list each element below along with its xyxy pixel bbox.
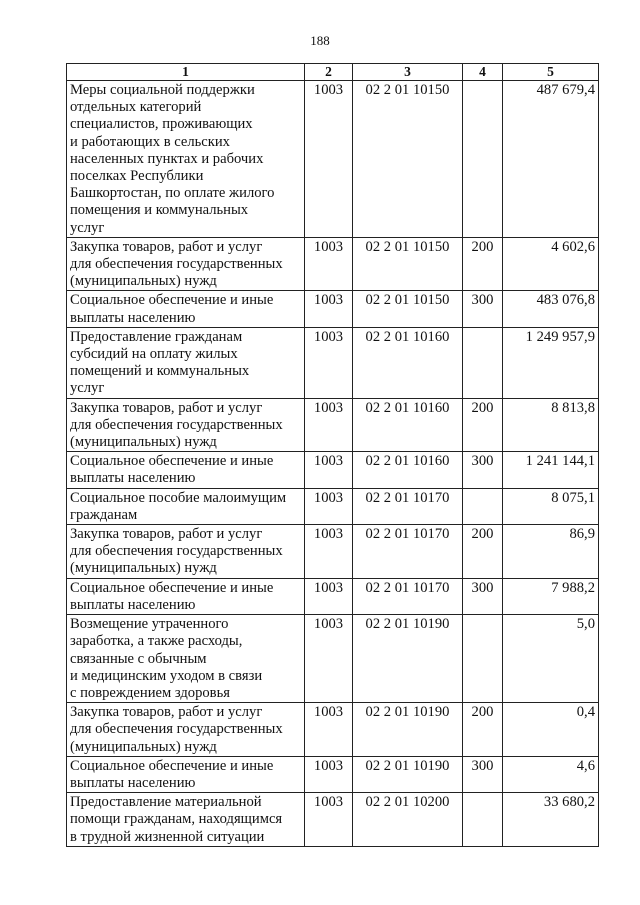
row-section-cell: 1003 bbox=[305, 398, 353, 452]
row-name-line: заработка, а также расходы, bbox=[70, 633, 243, 650]
row-name-cell bbox=[67, 703, 305, 757]
table-row bbox=[67, 398, 599, 452]
row-name-line: Социальное обеспечение и иные bbox=[70, 757, 274, 774]
row-amount-cell: 1 241 144,1 bbox=[503, 452, 599, 488]
row-target-code-cell: 02 2 01 10170 bbox=[353, 578, 463, 614]
row-section-cell: 1003 bbox=[305, 291, 353, 327]
row-name-line: Социальное обеспечение и иные bbox=[70, 292, 274, 309]
row-name-line: (муниципальных) нужд bbox=[70, 738, 217, 755]
row-name-line: Закупка товаров, работ и услуг bbox=[70, 399, 263, 416]
header-col-3: 3 bbox=[353, 64, 463, 81]
header-col-4: 4 bbox=[463, 64, 503, 81]
row-name-line: Социальное обеспечение и иные bbox=[70, 579, 274, 596]
row-section-cell: 1003 bbox=[305, 327, 353, 398]
row-amount-cell: 5,0 bbox=[503, 615, 599, 703]
row-name-line: поселках Республики bbox=[70, 168, 204, 185]
row-name-line: Социальное обеспечение и иные bbox=[70, 453, 274, 470]
row-expense-type-cell bbox=[463, 615, 503, 703]
row-section-cell: 1003 bbox=[305, 756, 353, 792]
row-section-cell: 1003 bbox=[305, 578, 353, 614]
row-name-line: (муниципальных) нужд bbox=[70, 434, 217, 451]
row-expense-type-cell: 300 bbox=[463, 756, 503, 792]
row-name-line: Закупка товаров, работ и услуг bbox=[70, 526, 263, 543]
row-name-line: населенных пунктах и рабочих bbox=[70, 150, 264, 167]
table-row bbox=[67, 756, 599, 792]
row-amount-cell: 4,6 bbox=[503, 756, 599, 792]
row-target-code-cell: 02 2 01 10200 bbox=[353, 793, 463, 847]
header-col-2: 2 bbox=[305, 64, 353, 81]
row-name-line: выплаты населению bbox=[70, 596, 196, 613]
row-name-cell bbox=[67, 525, 305, 579]
row-name-line: Меры социальной поддержки bbox=[70, 82, 255, 98]
row-target-code-cell: 02 2 01 10160 bbox=[353, 398, 463, 452]
row-expense-type-cell bbox=[463, 81, 503, 238]
row-section-cell: 1003 bbox=[305, 703, 353, 757]
row-target-code-cell: 02 2 01 10150 bbox=[353, 81, 463, 238]
row-section-cell: 1003 bbox=[305, 525, 353, 579]
row-name-line: для обеспечения государственных bbox=[70, 543, 283, 560]
row-name-line: для обеспечения государственных bbox=[70, 416, 283, 433]
row-name-line: (муниципальных) нужд bbox=[70, 560, 217, 577]
row-target-code-cell: 02 2 01 10150 bbox=[353, 291, 463, 327]
row-amount-cell: 33 680,2 bbox=[503, 793, 599, 847]
row-target-code-cell: 02 2 01 10190 bbox=[353, 703, 463, 757]
row-name-line: выплаты населению bbox=[70, 470, 196, 487]
row-name-line: для обеспечения государственных bbox=[70, 721, 283, 738]
row-target-code-cell: 02 2 01 10190 bbox=[353, 615, 463, 703]
page-number: 188 bbox=[310, 33, 330, 48]
row-amount-cell: 483 076,8 bbox=[503, 291, 599, 327]
row-section-cell: 1003 bbox=[305, 452, 353, 488]
row-name-cell bbox=[67, 793, 305, 847]
row-name-line: Возмещение утраченного bbox=[70, 616, 229, 633]
row-target-code-cell: 02 2 01 10150 bbox=[353, 237, 463, 291]
table-row bbox=[67, 793, 599, 847]
row-name-line: для обеспечения государственных bbox=[70, 256, 283, 273]
row-name-line: Социальное пособие малоимущим bbox=[70, 489, 287, 506]
row-name-line: помещения и коммунальных bbox=[70, 202, 249, 219]
row-target-code-cell: 02 2 01 10160 bbox=[353, 327, 463, 398]
row-name-cell bbox=[67, 615, 305, 703]
table-row bbox=[67, 703, 599, 757]
row-section-cell: 1003 bbox=[305, 615, 353, 703]
row-amount-cell: 8 813,8 bbox=[503, 398, 599, 452]
row-name-line: связанные с обычным bbox=[70, 650, 207, 667]
row-name-line: Предоставление гражданам bbox=[70, 328, 243, 345]
row-name-line: выплаты населению bbox=[70, 309, 196, 326]
row-expense-type-cell: 200 bbox=[463, 703, 503, 757]
row-name-cell bbox=[67, 578, 305, 614]
row-name-line: с повреждением здоровья bbox=[70, 684, 230, 701]
table-row bbox=[67, 81, 599, 238]
row-amount-cell: 0,4 bbox=[503, 703, 599, 757]
row-expense-type-cell: 300 bbox=[463, 291, 503, 327]
budget-table bbox=[66, 63, 599, 847]
table-row bbox=[67, 452, 599, 488]
table-row bbox=[67, 327, 599, 398]
row-expense-type-cell: 300 bbox=[463, 452, 503, 488]
row-name-cell bbox=[67, 237, 305, 291]
table-row bbox=[67, 291, 599, 327]
row-name-line: гражданам bbox=[70, 506, 138, 523]
table-row bbox=[67, 525, 599, 579]
table-body bbox=[67, 81, 599, 847]
table-row bbox=[67, 615, 599, 703]
row-name-line: помощи гражданам, находящимся bbox=[70, 811, 283, 828]
row-name-line: помещений и коммунальных bbox=[70, 363, 250, 380]
row-target-code-cell: 02 2 01 10190 bbox=[353, 756, 463, 792]
row-amount-cell: 86,9 bbox=[503, 525, 599, 579]
row-name-line: выплаты населению bbox=[70, 774, 196, 791]
row-expense-type-cell: 200 bbox=[463, 398, 503, 452]
row-expense-type-cell bbox=[463, 793, 503, 847]
row-expense-type-cell bbox=[463, 327, 503, 398]
row-name-cell bbox=[67, 291, 305, 327]
row-section-cell: 1003 bbox=[305, 81, 353, 238]
row-name-cell bbox=[67, 327, 305, 398]
table-header-row bbox=[67, 64, 599, 81]
table-row bbox=[67, 488, 599, 524]
row-name-line: и медицинским уходом в связи bbox=[70, 667, 263, 684]
row-name-line: (муниципальных) нужд bbox=[70, 273, 217, 290]
row-name-line: Закупка товаров, работ и услуг bbox=[70, 704, 263, 721]
row-name-cell bbox=[67, 81, 305, 238]
table-row bbox=[67, 237, 599, 291]
row-name-line: субсидий на оплату жилых bbox=[70, 346, 238, 363]
row-expense-type-cell: 200 bbox=[463, 237, 503, 291]
row-amount-cell: 4 602,6 bbox=[503, 237, 599, 291]
row-name-line: Закупка товаров, работ и услуг bbox=[70, 238, 263, 255]
row-name-cell bbox=[67, 488, 305, 524]
row-name-line: и работающих в сельских bbox=[70, 133, 230, 150]
row-name-line: услуг bbox=[70, 219, 105, 236]
row-name-line: Башкортостан, по оплате жилого bbox=[70, 185, 275, 202]
table-row bbox=[67, 578, 599, 614]
row-name-cell bbox=[67, 756, 305, 792]
row-expense-type-cell: 200 bbox=[463, 525, 503, 579]
row-name-line: Предоставление материальной bbox=[70, 794, 262, 811]
row-amount-cell: 487 679,4 bbox=[503, 81, 599, 238]
header-col-1: 1 bbox=[67, 64, 305, 81]
row-expense-type-cell bbox=[463, 488, 503, 524]
row-amount-cell: 1 249 957,9 bbox=[503, 327, 599, 398]
row-target-code-cell: 02 2 01 10170 bbox=[353, 488, 463, 524]
row-section-cell: 1003 bbox=[305, 488, 353, 524]
row-name-line: отдельных категорий bbox=[70, 99, 202, 116]
row-section-cell: 1003 bbox=[305, 793, 353, 847]
row-target-code-cell: 02 2 01 10170 bbox=[353, 525, 463, 579]
row-name-line: специалистов, проживающих bbox=[70, 116, 253, 133]
row-amount-cell: 8 075,1 bbox=[503, 488, 599, 524]
header-col-5: 5 bbox=[503, 64, 599, 81]
row-section-cell: 1003 bbox=[305, 237, 353, 291]
row-expense-type-cell: 300 bbox=[463, 578, 503, 614]
row-name-line: услуг bbox=[70, 380, 105, 397]
row-amount-cell: 7 988,2 bbox=[503, 578, 599, 614]
row-name-cell bbox=[67, 452, 305, 488]
row-name-line: в трудной жизненной ситуации bbox=[70, 828, 265, 845]
row-name-cell bbox=[67, 398, 305, 452]
row-target-code-cell: 02 2 01 10160 bbox=[353, 452, 463, 488]
